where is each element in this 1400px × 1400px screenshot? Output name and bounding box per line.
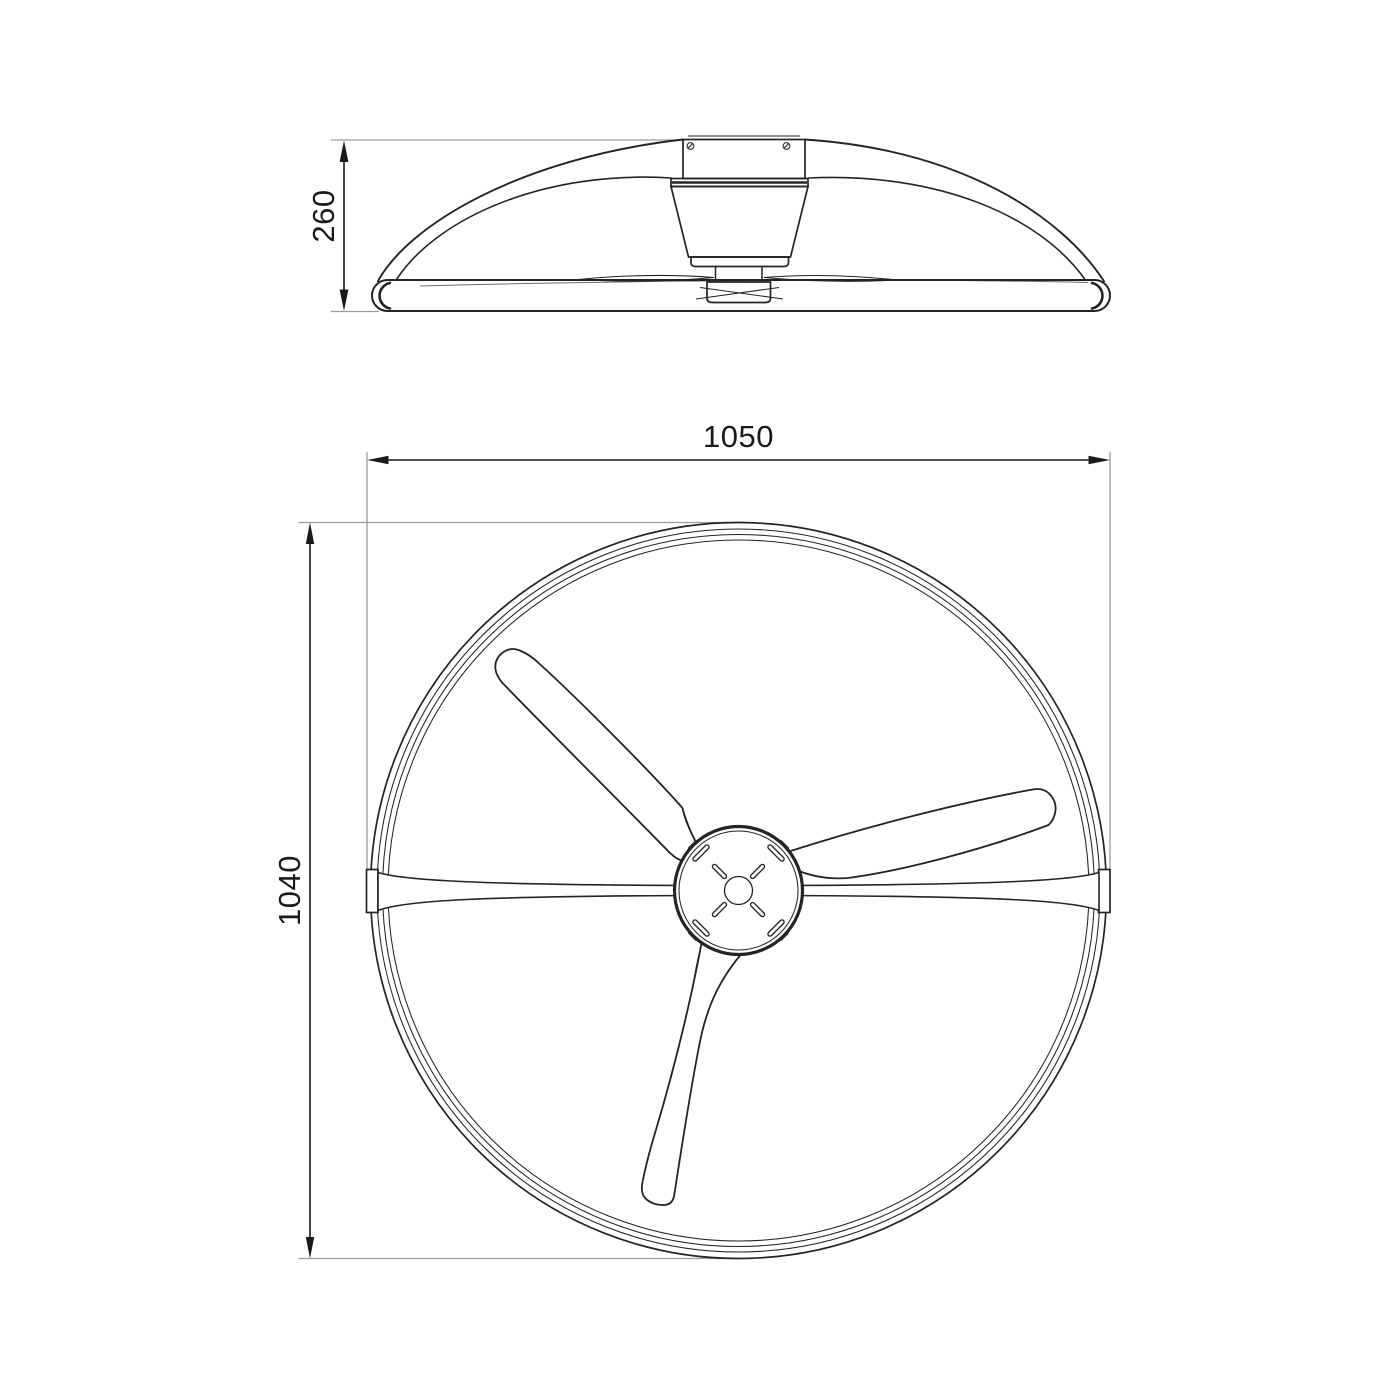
blade-bottom	[642, 940, 743, 1205]
far-rim-edge	[420, 280, 1088, 286]
dome-arc-right-inner	[809, 177, 1086, 279]
fan-profile	[372, 136, 1110, 311]
motor-base-plate	[691, 257, 789, 267]
arm-plate-right	[1099, 870, 1111, 913]
arrowhead-left-icon	[367, 456, 389, 464]
motor-housing	[671, 187, 808, 258]
side-view	[306, 136, 1110, 312]
dimension-label-height: 1040	[272, 855, 308, 926]
arrowhead-down-icon	[340, 290, 349, 312]
arrowhead-up-icon	[340, 141, 349, 163]
arrowhead-right-icon	[1089, 456, 1111, 464]
side-height-dimension	[306, 141, 348, 312]
dimension-label-width: 1050	[703, 419, 774, 454]
top-width-dimension	[367, 419, 1110, 464]
top-view	[272, 419, 1110, 1259]
hub-block	[707, 282, 771, 303]
dome-arc-left-inner	[397, 177, 672, 279]
dimension-label-height: 260	[306, 189, 342, 243]
top-height-dimension	[272, 523, 314, 1259]
rim-cap-left	[380, 283, 390, 309]
dome-arc-right-outer	[805, 140, 1105, 283]
bracket-screw-left-slot	[688, 143, 693, 148]
blade-profile-cross-1	[696, 288, 779, 300]
support-arm-left	[378, 873, 685, 911]
blade-upper-left	[495, 649, 701, 863]
arrowhead-down-icon	[306, 1237, 314, 1259]
rim-cap-right	[1092, 283, 1102, 309]
dome-arc-left-outer	[378, 140, 684, 283]
hub	[675, 827, 803, 955]
arm-plate-left	[367, 870, 379, 913]
blade-right	[789, 789, 1056, 878]
fan-top	[367, 523, 1111, 1259]
arrowhead-up-icon	[306, 523, 314, 545]
bracket-screw-right-slot	[784, 143, 789, 148]
